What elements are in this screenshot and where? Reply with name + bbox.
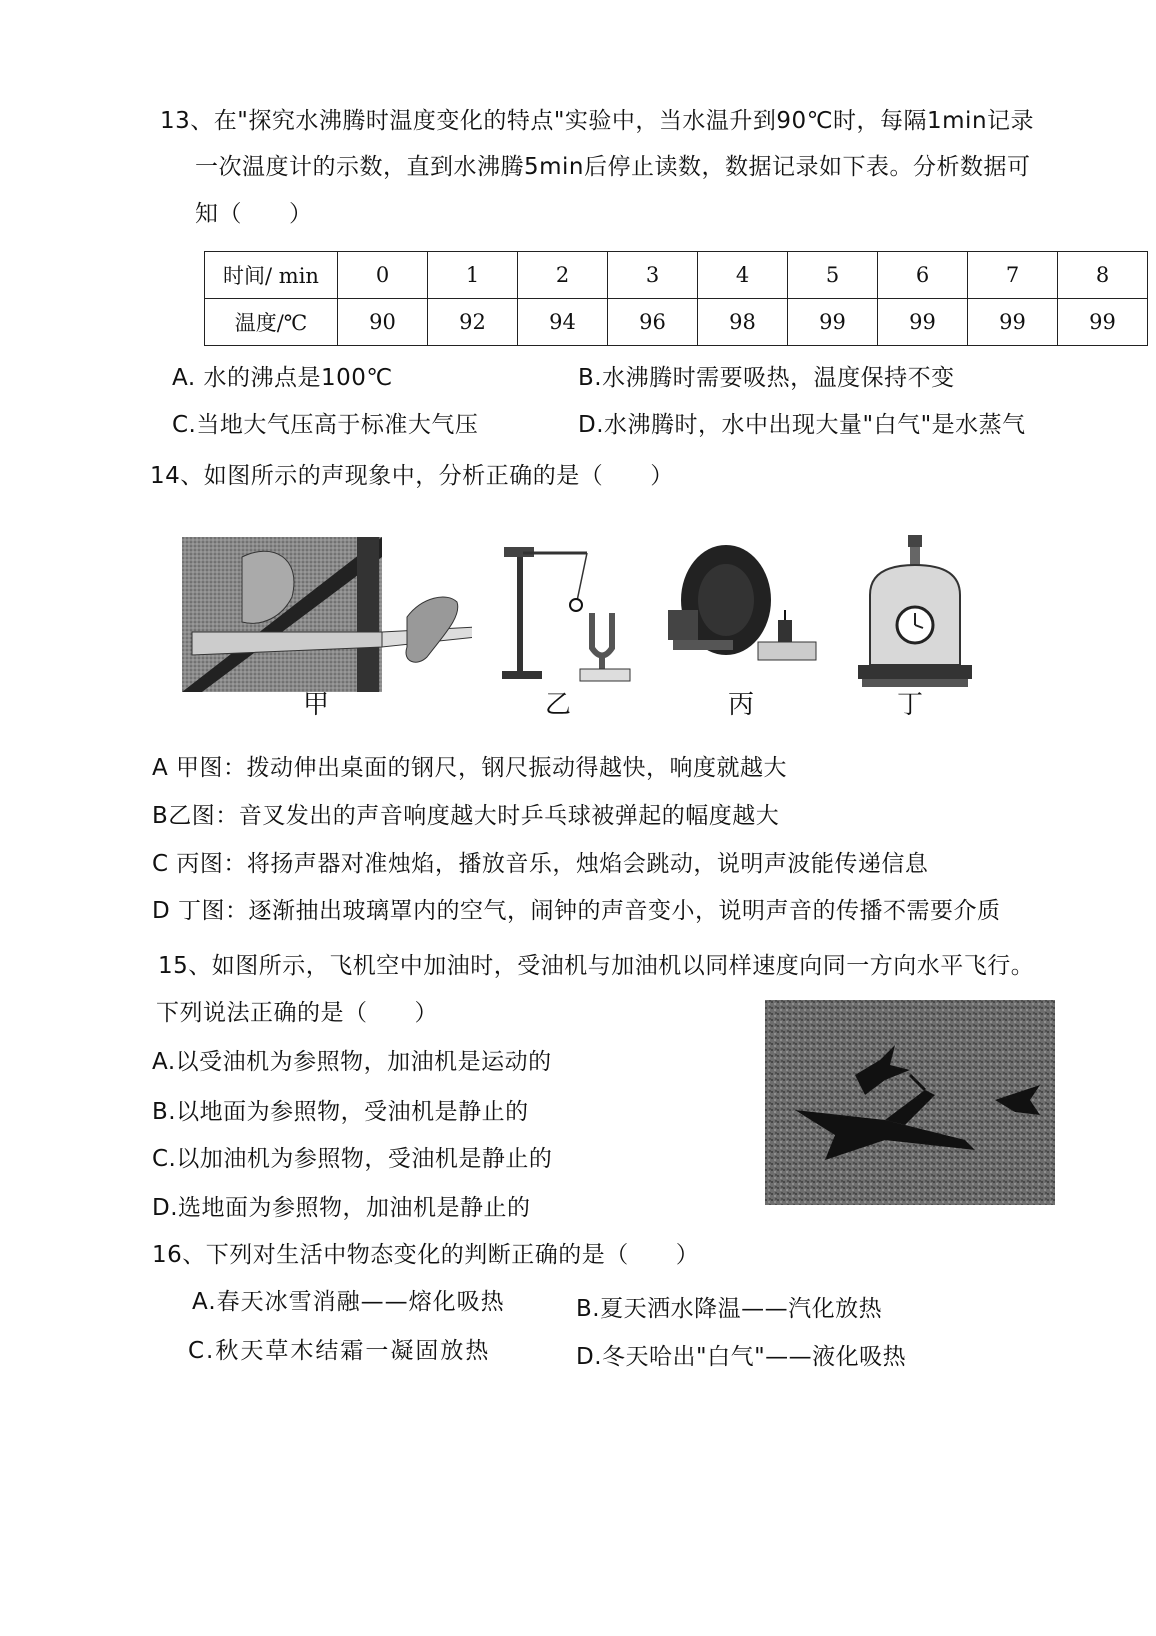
q16-option-a: A.春天冰雪消融——熔化吸热 bbox=[192, 1289, 505, 1315]
figure-ruler-desk bbox=[182, 537, 472, 692]
q13-stem-line3: 知（ ） bbox=[195, 201, 313, 227]
q16-option-d: D.冬天哈出"白气"——液化吸热 bbox=[576, 1344, 907, 1370]
tuning-fork-illustration bbox=[492, 533, 642, 693]
table-cell: 99 bbox=[788, 299, 878, 346]
q13-data-table bbox=[204, 251, 1148, 346]
q16-stem: 16、下列对生活中物态变化的判断正确的是（ ） bbox=[152, 1242, 700, 1268]
table-cell: 99 bbox=[1058, 299, 1148, 346]
table-cell: 8 bbox=[1058, 252, 1148, 299]
table-header-time: 时间/ min bbox=[205, 252, 338, 299]
table-cell: 7 bbox=[968, 252, 1058, 299]
table-cell: 90 bbox=[338, 299, 428, 346]
q13-option-c: C.当地大气压高于标准大气压 bbox=[172, 412, 479, 438]
q13-option-a: A. 水的沸点是100℃ bbox=[172, 365, 393, 391]
figure-tuning-fork bbox=[492, 533, 642, 693]
figure-air-refueling bbox=[765, 1000, 1055, 1205]
table-cell: 98 bbox=[698, 299, 788, 346]
table-cell: 94 bbox=[518, 299, 608, 346]
q15-stem-line2: 下列说法正确的是（ ） bbox=[156, 1000, 438, 1026]
figure-label-jia: 甲 bbox=[303, 690, 330, 720]
q14-option-b: B乙图：音叉发出的声音响度越大时乒乓球被弹起的幅度越大 bbox=[152, 803, 780, 829]
q15-option-c: C.以加油机为参照物，受油机是静止的 bbox=[152, 1146, 553, 1172]
ruler-desk-illustration bbox=[182, 537, 472, 692]
table-header-temp: 温度/℃ bbox=[205, 299, 338, 346]
q13-stem-line1: 13、在"探究水沸腾时温度变化的特点"实验中，当水温升到90℃时，每隔1min记录 bbox=[160, 108, 1035, 134]
q15-option-b: B.以地面为参照物，受油机是静止的 bbox=[152, 1099, 529, 1125]
q13-stem-line2: 一次温度计的示数，直到水沸腾5min后停止读数，数据记录如下表。分析数据可 bbox=[195, 154, 1031, 180]
q15-option-a: A.以受油机为参照物，加油机是运动的 bbox=[152, 1049, 552, 1075]
figure-speaker-candle bbox=[668, 540, 823, 695]
table-cell: 3 bbox=[608, 252, 698, 299]
table-cell: 1 bbox=[428, 252, 518, 299]
q14-option-a: A 甲图：拨动伸出桌面的钢尺，钢尺振动得越快，响度就越大 bbox=[152, 755, 788, 781]
table-cell: 99 bbox=[878, 299, 968, 346]
table-cell: 99 bbox=[968, 299, 1058, 346]
q13-option-b: B.水沸腾时需要吸热，温度保持不变 bbox=[578, 365, 955, 391]
q15-stem-line1: 15、如图所示，飞机空中加油时，受油机与加油机以同样速度向同一方向水平飞行。 bbox=[158, 953, 1035, 979]
q13-option-d: D.水沸腾时，水中出现大量"白气"是水蒸气 bbox=[578, 412, 1026, 438]
table-cell: 5 bbox=[788, 252, 878, 299]
figure-label-bing: 丙 bbox=[728, 690, 755, 720]
table-row-temp bbox=[205, 299, 1148, 346]
table-row-time bbox=[205, 252, 1148, 299]
q14-option-d: D 丁图：逐渐抽出玻璃罩内的空气，闹钟的声音变小，说明声音的传播不需要介质 bbox=[152, 898, 1001, 924]
figure-bell-jar bbox=[850, 535, 980, 695]
bell-jar-illustration bbox=[850, 535, 980, 695]
q14-option-c: C 丙图：将扬声器对准烛焰，播放音乐，烛焰会跳动，说明声波能传递信息 bbox=[152, 851, 929, 877]
table-cell: 4 bbox=[698, 252, 788, 299]
figure-label-ding: 丁 bbox=[897, 690, 924, 720]
table-cell: 92 bbox=[428, 299, 518, 346]
table-cell: 6 bbox=[878, 252, 968, 299]
q16-option-b: B.夏天洒水降温——汽化放热 bbox=[576, 1296, 883, 1322]
figure-label-yi: 乙 bbox=[545, 690, 572, 720]
air-refueling-illustration bbox=[765, 1000, 1055, 1205]
q15-option-d: D.选地面为参照物，加油机是静止的 bbox=[152, 1195, 531, 1221]
speaker-candle-illustration bbox=[668, 540, 823, 695]
q14-stem: 14、如图所示的声现象中，分析正确的是（ ） bbox=[150, 463, 674, 489]
table-cell: 2 bbox=[518, 252, 608, 299]
table-cell: 96 bbox=[608, 299, 698, 346]
table-cell: 0 bbox=[338, 252, 428, 299]
q16-option-c: C.秋天草木结霜一凝固放热 bbox=[188, 1338, 491, 1364]
